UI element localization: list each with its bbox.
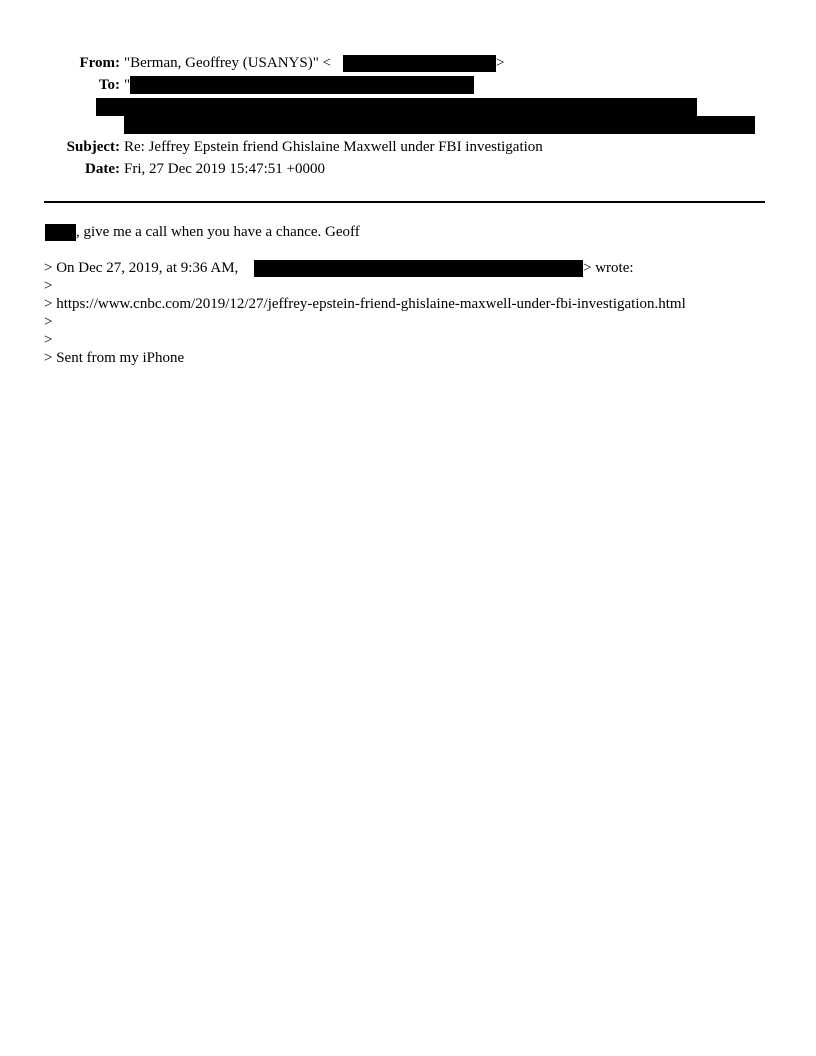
quote-intro-suffix: > wrote: xyxy=(583,260,634,276)
redaction-to-line-1 xyxy=(130,76,474,94)
date-label: Date: xyxy=(85,161,120,177)
quote-line: > xyxy=(44,332,53,348)
redaction-to-line-2 xyxy=(96,98,697,116)
quote-line: > xyxy=(44,314,53,330)
quote-signature-line: > Sent from my iPhone xyxy=(44,350,185,366)
redaction-to-line-3 xyxy=(124,116,755,134)
subject-value: Re: Jeffrey Epstein friend Ghislaine Maxwell under FBI investigation xyxy=(124,139,543,155)
subject-label: Subject: xyxy=(66,139,120,155)
greeting-text: , give me a call when you have a chance. Geoff xyxy=(76,224,360,240)
redaction-from-email xyxy=(343,55,496,72)
to-label: To: xyxy=(98,77,120,93)
quote-line: > xyxy=(44,278,53,294)
date-value: Fri, 27 Dec 2019 15:47:51 +0000 xyxy=(124,161,325,177)
from-label: From: xyxy=(79,55,120,71)
from-value-suffix: > xyxy=(496,55,505,71)
quote-intro: > On Dec 27, 2019, at 9:36 AM, xyxy=(44,260,239,276)
redaction-quoted-sender xyxy=(254,260,583,277)
redaction-greeting-name xyxy=(45,224,76,241)
quote-link-line: > https://www.cnbc.com/2019/12/27/jeffrey-epstein-friend-ghislaine-maxwell-under-fbi-investigation.html xyxy=(44,296,686,312)
from-value: "Berman, Geoffrey (USANYS)" < xyxy=(124,55,332,71)
to-value-prefix: " xyxy=(124,77,131,93)
header-divider xyxy=(44,201,765,203)
